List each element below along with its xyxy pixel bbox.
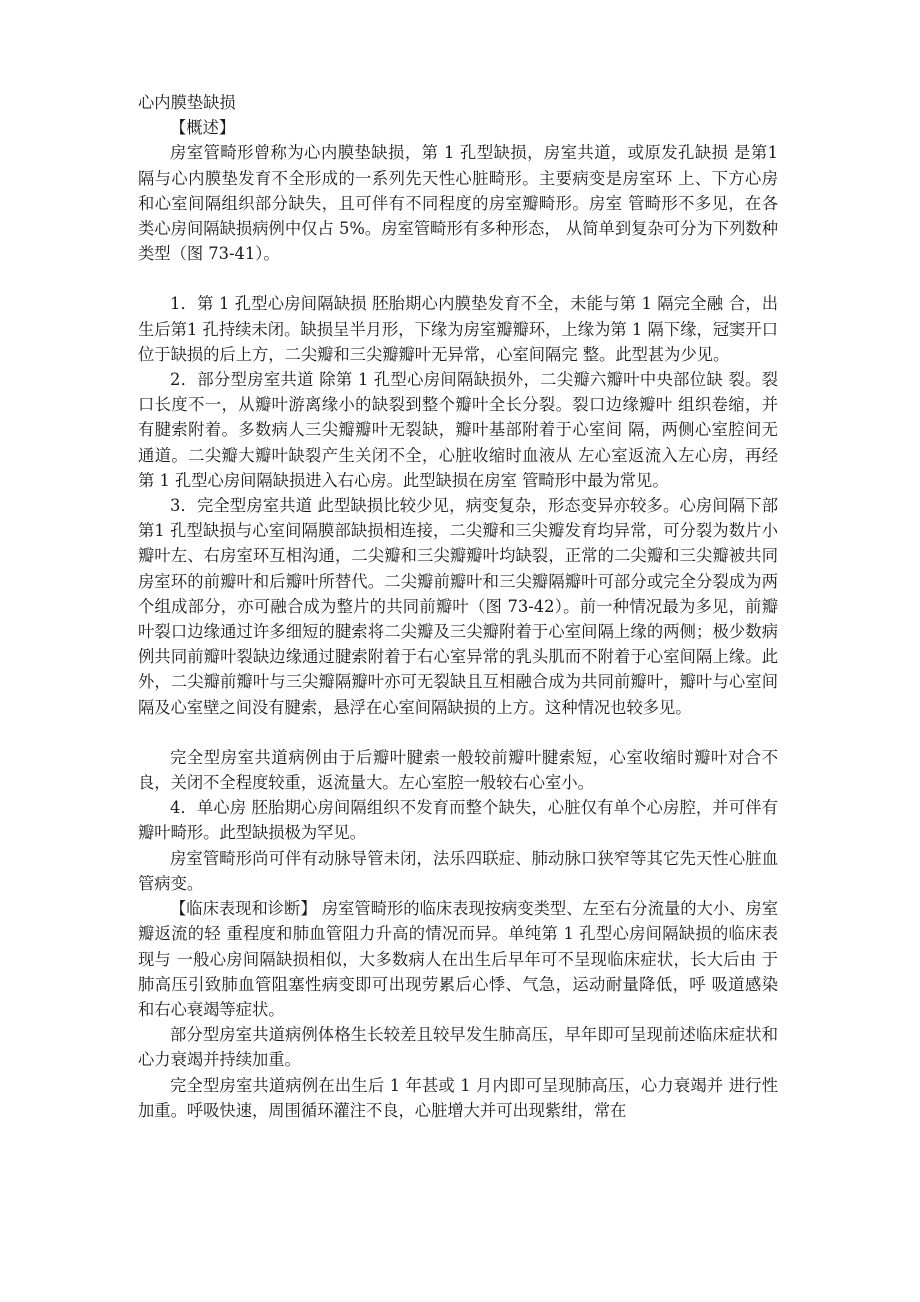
document-title: 心内膜垫缺损	[138, 93, 236, 112]
type1-paragraph: 1．第 1 孔型心房间隔缺损 胚胎期心内膜垫发育不全，未能与第 1 隔完全融 合，出生后第1 孔持续未闭。缺损呈半月形，下缘为房室瓣瓣环，上缘为第 1 隔下缘，冠窦开口位于缺损的后上方，二尖瓣和三尖瓣瓣叶无异常，心室间隔完 整。此型甚为少见。	[138, 294, 778, 364]
associated-lesions-paragraph: 房室管畸形尚可伴有动脉导管未闭，法乐四联症、肺动脉口狭窄等其它先天性心脏血管病变。	[138, 848, 778, 893]
complete-clinical-paragraph: 完全型房室共道病例在出生后 1 年甚或 1 月内即可呈现肺高压，心力衰竭并 进行性加重。呼吸快速，周围循环灌注不良，心脏增大并可出现紫绀，常在	[138, 1075, 778, 1120]
paragraph-gap	[138, 266, 778, 291]
document-page	[138, 90, 778, 1123]
clinical-heading: 【临床表现和诊断】	[170, 899, 317, 919]
clinical-paragraph-text: 房室管畸形的临床表现按病变类型、左至右分流量的大小、房室瓣返流的轻 重程度和肺血管阻力升高的情况而异。单纯第 1 孔型心房间隔缺损的临床表现与 一般心房间隔缺损相似，大多数病人在出生后早年可不呈现临床症状，长大后由 于肺高压引致肺血管阻塞性病变即可出现劳累后心悸、气急，运动耐量降低，呼 吸道感染和右心衰竭等症状。	[138, 899, 778, 1019]
type3-paragraph: 3．完全型房室共道 此型缺损比较少见，病变复杂，形态变异亦较多。心房间隔下部第1 孔型缺损与心室间隔膜部缺损相连接，二尖瓣和三尖瓣发育均异常，可分裂为数片小瓣叶左、右房室环互相沟通，二尖瓣和三尖瓣瓣叶均缺裂，正常的二尖瓣和三尖瓣被共同房室环的前瓣叶和后瓣叶所替代。二尖瓣前瓣叶和三尖瓣隔瓣叶可部分或完全分裂成为两个组成部分，亦可融合成为整片的共同前瓣叶（图 73-42）。前一种情况最为多见，前瓣叶裂口边缘通过许多细短的腱索将二尖瓣及三尖瓣附着于心室间隔上缘的两侧；极少数病例共同前瓣叶裂缺边缘通过腱索附着于右心室异常的乳头肌而不附着于心室间隔上缘。此外，二尖瓣前瓣叶与三尖瓣隔瓣叶亦可无裂缺且互相融合成为共同前瓣叶，瓣叶与心室间隔及心室壁之间没有腱索，悬浮在心室间隔缺损的上方。这种情况也较多见。	[138, 496, 778, 717]
overview-heading: 【概述】	[170, 118, 236, 138]
complete-note-paragraph: 完全型房室共道病例由于后瓣叶腱索一般较前瓣叶腱索短，心室收缩时瓣叶对合不良，关闭不全程度较重，返流量大。左心室腔一般较右心室小。	[138, 747, 778, 793]
overview-paragraph: 房室管畸形曾称为心内膜垫缺损，第 1 孔型缺损，房室共道，或原发孔缺损 是第1 隔与心内膜垫发育不全形成的一系列先天性心脏畸形。主要病变是房室环 上、下方心房和心室间隔组织部分缺失，且可伴有不同程度的房室瓣畸形。房室 管畸形不多见，在各类心房间隔缺损病例中仅占 5%。房室管畸形有多种形态， 从简单到复杂可分为下列数种类型（图 73-41）。	[138, 143, 778, 264]
clinical-paragraph	[138, 896, 778, 1022]
type4-paragraph: 4．单心房 胚胎期心房间隔组织不发育而整个缺失，心脏仅有单个心房腔，并可伴有瓣叶畸形。此型缺损极为罕见。	[138, 798, 778, 843]
paragraph-gap	[138, 720, 778, 745]
type2-paragraph: 2．部分型房室共道 除第 1 孔型心房间隔缺损外，二尖瓣六瓣叶中央部位缺 裂。裂口长度不一，从瓣叶游离缘小的缺裂到整个瓣叶全长分裂。裂口边缘瓣叶 组织卷缩，并有腱索附着。多数病人三尖瓣瓣叶无裂缺，瓣叶基部附着于心室间 隔，两侧心室腔间无通道。二尖瓣大瓣叶缺裂产生关闭不全，心脏收缩时血液从 左心室返流入左心房，再经第 1 孔型心房间隔缺损进入右心房。此型缺损在房室 管畸形中最为常见。	[138, 370, 778, 490]
partial-clinical-paragraph: 部分型房室共道病例体格生长较差且较早发生肺高压，早年即可呈现前述临床症状和心力衰竭并持续加重。	[138, 1025, 778, 1070]
